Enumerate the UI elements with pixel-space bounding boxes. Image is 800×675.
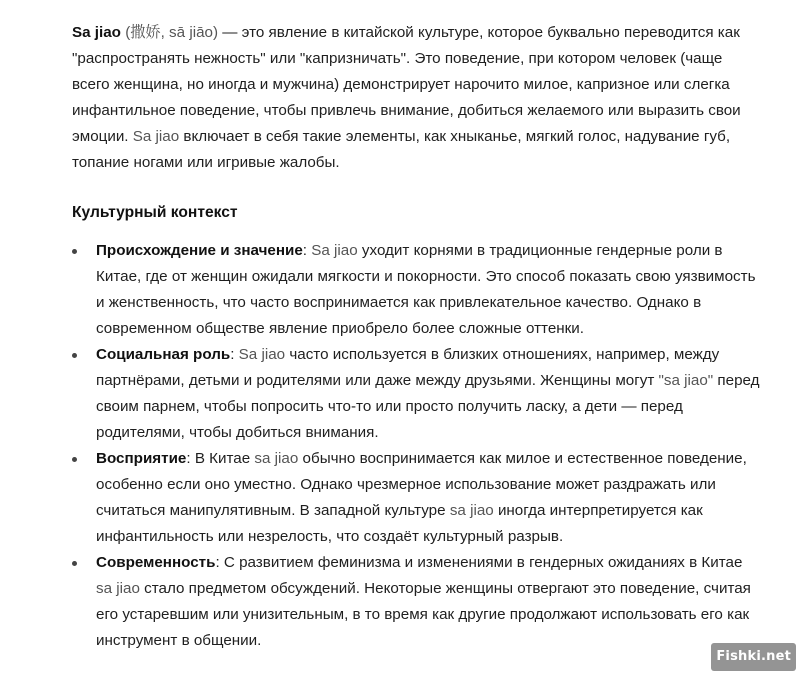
item-text-2: иногда интерпретируется как инфантильность или незрелость, что создаёт культурный разрыв. — [96, 502, 703, 545]
list-item-social-role — [72, 342, 762, 446]
item-term-2: "sa jiao" — [658, 372, 714, 389]
intro-term-2: Sa jiao — [132, 128, 180, 145]
item-text-2: перед своим парнем, чтобы попросить что-то или просто получить ласку, а дети — перед родителями, чтобы добиться внимания. — [96, 372, 760, 441]
bullet-icon — [72, 353, 77, 358]
item-text: обычно воспринимается как милое и естественное поведение, особенно если оно уместно. Однако чрезмерное использование может раздражать или считаться манипулятивным. В западной культуре — [96, 450, 747, 519]
intro-text-2: включает в себя такие элементы, как хныканье, мягкий голос, надувание губ, топание ногами или игривые жалобы. — [72, 128, 731, 171]
intro-term: Sa jiao — [72, 24, 121, 41]
section-title: Культурный контекст — [72, 204, 238, 221]
item-sep: : — [230, 346, 239, 363]
bullet-icon — [72, 561, 77, 566]
bullet-icon — [72, 457, 77, 462]
list-item-modernity — [72, 550, 762, 654]
item-title: Социальная роль — [96, 346, 231, 363]
item-text: часто используется в близких отношениях, например, между партнёрами, детьми и родителями или даже между друзьями. Женщины могут — [96, 346, 720, 389]
watermark-logo: Fishki.net — [711, 643, 796, 671]
list-item-origin — [72, 238, 762, 342]
item-pre: С развитием феминизма и изменениями в гендерных ожиданиях в Китае — [223, 554, 743, 571]
item-title: Восприятие — [96, 450, 187, 467]
article-content — [72, 20, 762, 654]
item-sep: : — [302, 242, 312, 259]
list-item-perception — [72, 446, 762, 550]
item-title: Современность — [96, 554, 216, 571]
item-term-2: sa jiao — [449, 502, 494, 519]
item-term: sa jiao — [96, 580, 140, 597]
context-list — [72, 238, 762, 654]
intro-paragraph — [72, 20, 762, 176]
item-text: стало предметом обсуждений. Некоторые женщины отвергают это поведение, считая его устаревшим или унизительным, в то время как другие продолжают использовать его как инструмент в общении. — [96, 580, 751, 649]
item-text: уходит корнями в традиционные гендерные роли в Китае, где от женщин ожидали мягкости и покорности. Это способ показать свою уязвимость и женственность, что часто воспринимается как привлекательное качество. Однако в современном обществе явление приобрело более сложные оттенки. — [96, 242, 756, 337]
item-term: sa jiao — [254, 450, 299, 467]
item-title: Происхождение и значение — [96, 242, 303, 259]
bullet-icon — [72, 249, 77, 254]
item-term: Sa jiao — [238, 346, 286, 363]
item-sep: : — [215, 554, 224, 571]
item-sep: : — [186, 450, 195, 467]
intro-term-note: (撒娇, sā jiāo) — [120, 24, 219, 41]
item-pre: В Китае — [194, 450, 255, 467]
item-term: Sa jiao — [311, 242, 358, 259]
intro-text: — это явление в китайской культуре, которое буквально переводится как "распространять нежность" или "капризничать". Это поведение, при котором человек (чаще всего женщина, но иногда и мужчина) демонстрирует нарочито милое, капризное или слегка инфантильное поведение, чтобы привлечь внимание, добиться желаемого или выразить свои эмоции. — [72, 24, 741, 145]
